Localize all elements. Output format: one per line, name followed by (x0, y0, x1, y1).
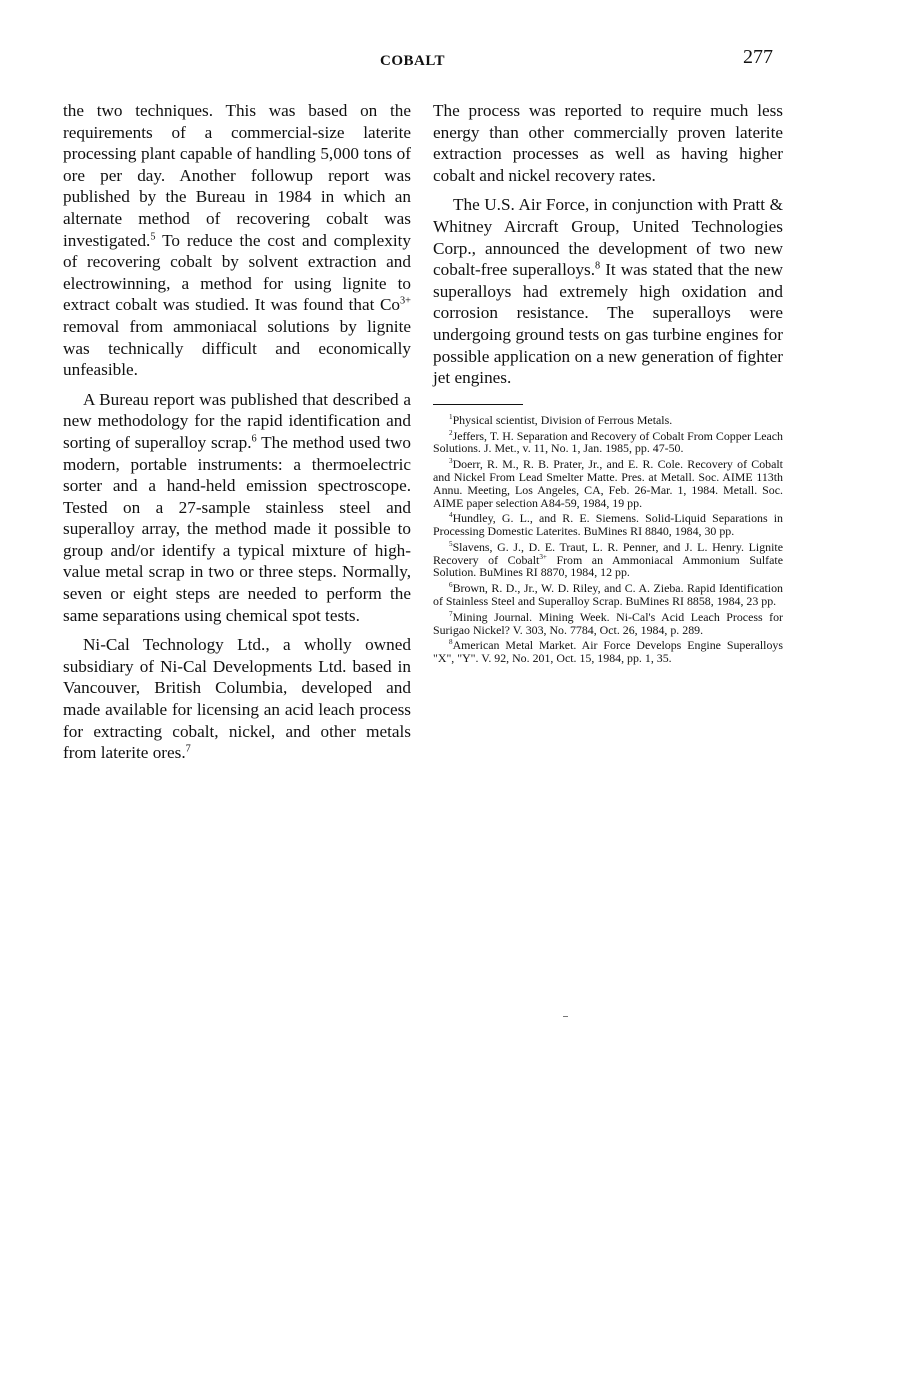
footnote-4: $^4$Hundley, G. L., and R. E. Siemens. Solid-Liquid Separations in Processing Domestic Laterites. BuMines RI 8840, 1984, 30 pp. (433, 511, 783, 539)
left-column (63, 100, 411, 772)
footnote-5: $^5$Slavens, G. J., D. E. Traut, L. R. Penner, and J. L. Henry. Lignite Recovery of Cobalt$^{3+}$ From an Ammoniacal Ammonium Sulfate Solution. BuMines RI 8870, 1984, 12 pp. (433, 539, 783, 580)
footnote-8: $^8$American Metal Market. Air Force Develops Engine Superalloys "X", "Y". V. 92, No. 201, Oct. 15, 1984, pp. 1, 35. (433, 638, 783, 666)
right-column (433, 100, 783, 668)
page-number: 277 (743, 46, 773, 68)
footnote-1: $^1$Physical scientist, Division of Ferrous Metals. (449, 412, 673, 427)
superscript-charge: 3+ (400, 295, 411, 307)
paragraph-2: A Bureau report was published that described a new methodology for the rapid identification and sorting of superalloy scrap.$^6$ The method used two modern, portable instruments: a thermoelectric sorter and a hand-held emission spectroscope. Tested on a 27-sample stainless steel and superalloy array, the method made it possible to group and/or identify a typical mixture of high-value metal scrap in two or three steps. Normally, seven or eight steps are needed to perform the same separations using chemical spot tests. (63, 389, 411, 625)
footnote-ref-8: 8 (595, 260, 601, 272)
footnote-2: $^2$Jeffers, T. H. Separation and Recovery of Cobalt From Copper Leach Solutions. J. Met., v. 11, No. 1, Jan. 1985, pp. 47-50. (433, 428, 783, 456)
footnote-ref-7: 7 (185, 743, 191, 755)
stray-mark (563, 1016, 568, 1017)
paragraph-3: Ni-Cal Technology Ltd., a wholly owned subsidiary of Ni-Cal Developments Ltd. based in Vancouver, British Columbia, developed and made available for licensing an acid leach process for extracting cobalt, nickel, and other metals from laterite ores.$^7$ (63, 635, 411, 763)
footnotes (433, 414, 783, 665)
footnote-divider (433, 404, 523, 405)
footnote-ref-5: 5 (150, 230, 156, 242)
footnote-7: $^7$Mining Journal. Mining Week. Ni-Cal's Acid Leach Process for Surigao Nickel? V. 303, No. 7784, Oct. 26, 1984, p. 289. (433, 609, 783, 637)
paragraph-5: The U.S. Air Force, in conjunction with Pratt & Whitney Aircraft Group, United Technologies Corp., announced the development of two new cobalt-free superalloys.$^8$ It was stated that the new superalloys had extremely high oxidation and corrosion resistance. The superalloys were undergoing ground tests on gas turbine engines for possible application on a new generation of fighter jet engines. (433, 195, 783, 388)
running-header: COBALT (380, 53, 445, 69)
paragraph-4: The process was reported to require much less energy than other commercially proven laterite extraction processes as well as having higher cobalt and nickel recovery rates. (433, 101, 783, 185)
footnote-3: $^3$Doerr, R. M., R. B. Prater, Jr., and E. R. Cole. Recovery of Cobalt and Nickel From Lead Smelter Matte. Pres. at Metall. Soc. AIME 113th Annu. Meeting, Los Angeles, CA, Feb. 26-Mar. 1, 1984. Metall. Soc. AIME paper selection A84-59, 1984, 19 pp. (433, 457, 783, 510)
footnote-ref-6: 6 (251, 433, 257, 445)
footnote-6: $^6$Brown, R. D., Jr., W. D. Riley, and C. A. Zieba. Rapid Identification of Stainless Steel and Superalloy Scrap. BuMines RI 8858, 1984, 23 pp. (433, 581, 783, 609)
paragraph-1: the two techniques. This was based on the requirements of a commercial-size laterite processing plant capable of handling 5,000 tons of ore per day. Another followup report was published by the Bureau in 1984 in which an alternate method of recovering cobalt was investigated.$^5$ To reduce the cost and complexity of recovering cobalt by solvent extraction and electrowinning, a method for using lignite to extract cobalt was studied. It was found that $Co^{3+}$ removal from ammoniacal solutions by lignite was technically difficult and economically unfeasible. (63, 101, 411, 380)
